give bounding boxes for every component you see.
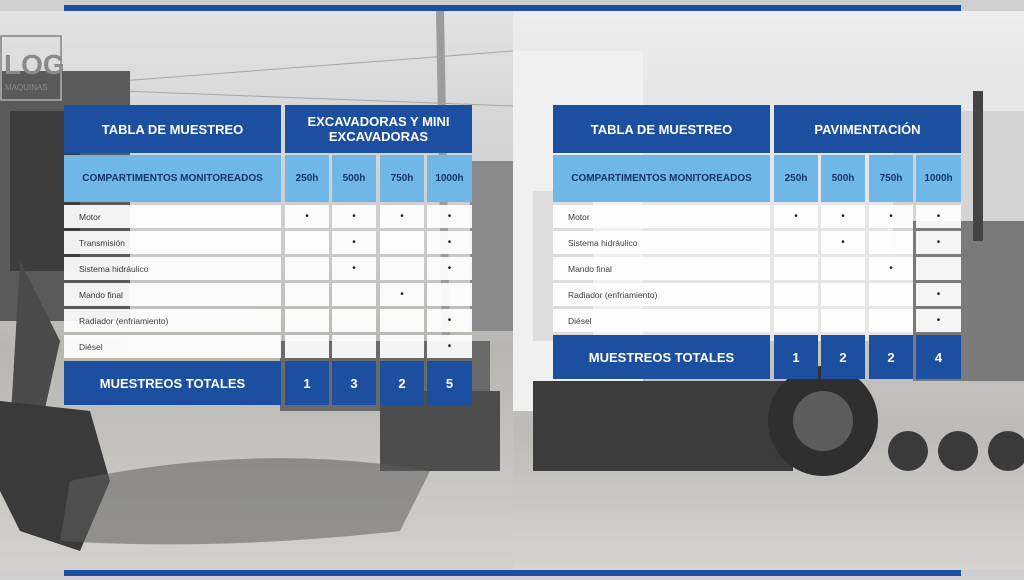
row-mark	[332, 335, 376, 358]
row-mark: •	[821, 231, 865, 254]
row-label-radiador: Radiador (enfriamiento)	[553, 283, 770, 306]
row-mark: •	[916, 283, 961, 306]
table-title: TABLA DE MUESTREO	[64, 105, 281, 153]
row-mark	[285, 231, 329, 254]
row-mark	[774, 231, 818, 254]
row-label-diesel: Diésel	[553, 309, 770, 332]
row-label-mando-final: Mando final	[553, 257, 770, 280]
row-mark: •	[427, 257, 472, 280]
row-label-motor: Motor	[553, 205, 770, 228]
row-mark	[774, 309, 818, 332]
table-title: TABLA DE MUESTREO	[553, 105, 770, 153]
row-mark	[869, 309, 913, 332]
row-mark: •	[916, 309, 961, 332]
row-mark	[380, 335, 424, 358]
equipment-category: EXCAVADORAS Y MINI EXCAVADORAS	[285, 105, 472, 153]
row-mark	[285, 309, 329, 332]
row-mark: •	[427, 335, 472, 358]
row-mark	[285, 335, 329, 358]
row-mark: •	[380, 283, 424, 306]
row-mark	[332, 309, 376, 332]
total-1000h: 4	[916, 335, 961, 379]
row-mark: •	[869, 257, 913, 280]
row-mark: •	[916, 231, 961, 254]
row-label-diesel: Diésel	[64, 335, 281, 358]
row-mark	[285, 283, 329, 306]
row-label-mando-final: Mando final	[64, 283, 281, 306]
total-750h: 2	[380, 361, 424, 405]
total-250h: 1	[285, 361, 329, 405]
hours-750: 750h	[380, 155, 424, 202]
totals-label: MUESTREOS TOTALES	[64, 361, 281, 405]
row-mark	[821, 283, 865, 306]
total-1000h: 5	[427, 361, 472, 405]
row-mark	[916, 257, 961, 280]
total-500h: 3	[332, 361, 376, 405]
row-mark: •	[285, 205, 329, 228]
equipment-category: PAVIMENTACIÓN	[774, 105, 961, 153]
row-mark	[821, 309, 865, 332]
hours-500: 500h	[332, 155, 376, 202]
row-mark: •	[380, 205, 424, 228]
row-mark: •	[427, 205, 472, 228]
row-label-radiador: Radiador (enfriamiento)	[64, 309, 281, 332]
row-mark	[774, 283, 818, 306]
row-mark	[774, 257, 818, 280]
total-750h: 2	[869, 335, 913, 379]
row-mark: •	[916, 205, 961, 228]
hours-750: 750h	[869, 155, 913, 202]
row-mark	[427, 283, 472, 306]
hours-500: 500h	[821, 155, 865, 202]
hours-1000: 1000h	[916, 155, 961, 202]
row-label-motor: Motor	[64, 205, 281, 228]
row-label-sistema-hidraulico: Sistema hidráulico	[64, 257, 281, 280]
row-mark: •	[427, 309, 472, 332]
hours-1000: 1000h	[427, 155, 472, 202]
row-mark: •	[332, 231, 376, 254]
row-mark: •	[821, 205, 865, 228]
row-mark	[380, 231, 424, 254]
row-mark: •	[427, 231, 472, 254]
row-mark: •	[332, 205, 376, 228]
row-mark: •	[774, 205, 818, 228]
compartments-header: COMPARTIMENTOS MONITOREADOS	[553, 155, 770, 202]
row-mark	[380, 309, 424, 332]
row-mark	[869, 231, 913, 254]
bottom-accent-stripe	[64, 570, 961, 576]
row-mark	[821, 257, 865, 280]
total-250h: 1	[774, 335, 818, 379]
row-label-sistema-hidraulico: Sistema hidráulico	[553, 231, 770, 254]
hours-250: 250h	[285, 155, 329, 202]
company-logo: LOG MAQUINAS	[0, 35, 62, 101]
total-500h: 2	[821, 335, 865, 379]
row-mark: •	[869, 205, 913, 228]
row-mark	[285, 257, 329, 280]
hours-250: 250h	[774, 155, 818, 202]
row-mark: •	[332, 257, 376, 280]
row-mark	[380, 257, 424, 280]
compartments-header: COMPARTIMENTOS MONITOREADOS	[64, 155, 281, 202]
row-mark	[332, 283, 376, 306]
row-mark	[869, 283, 913, 306]
row-label-transmision: Transmisión	[64, 231, 281, 254]
totals-label: MUESTREOS TOTALES	[553, 335, 770, 379]
